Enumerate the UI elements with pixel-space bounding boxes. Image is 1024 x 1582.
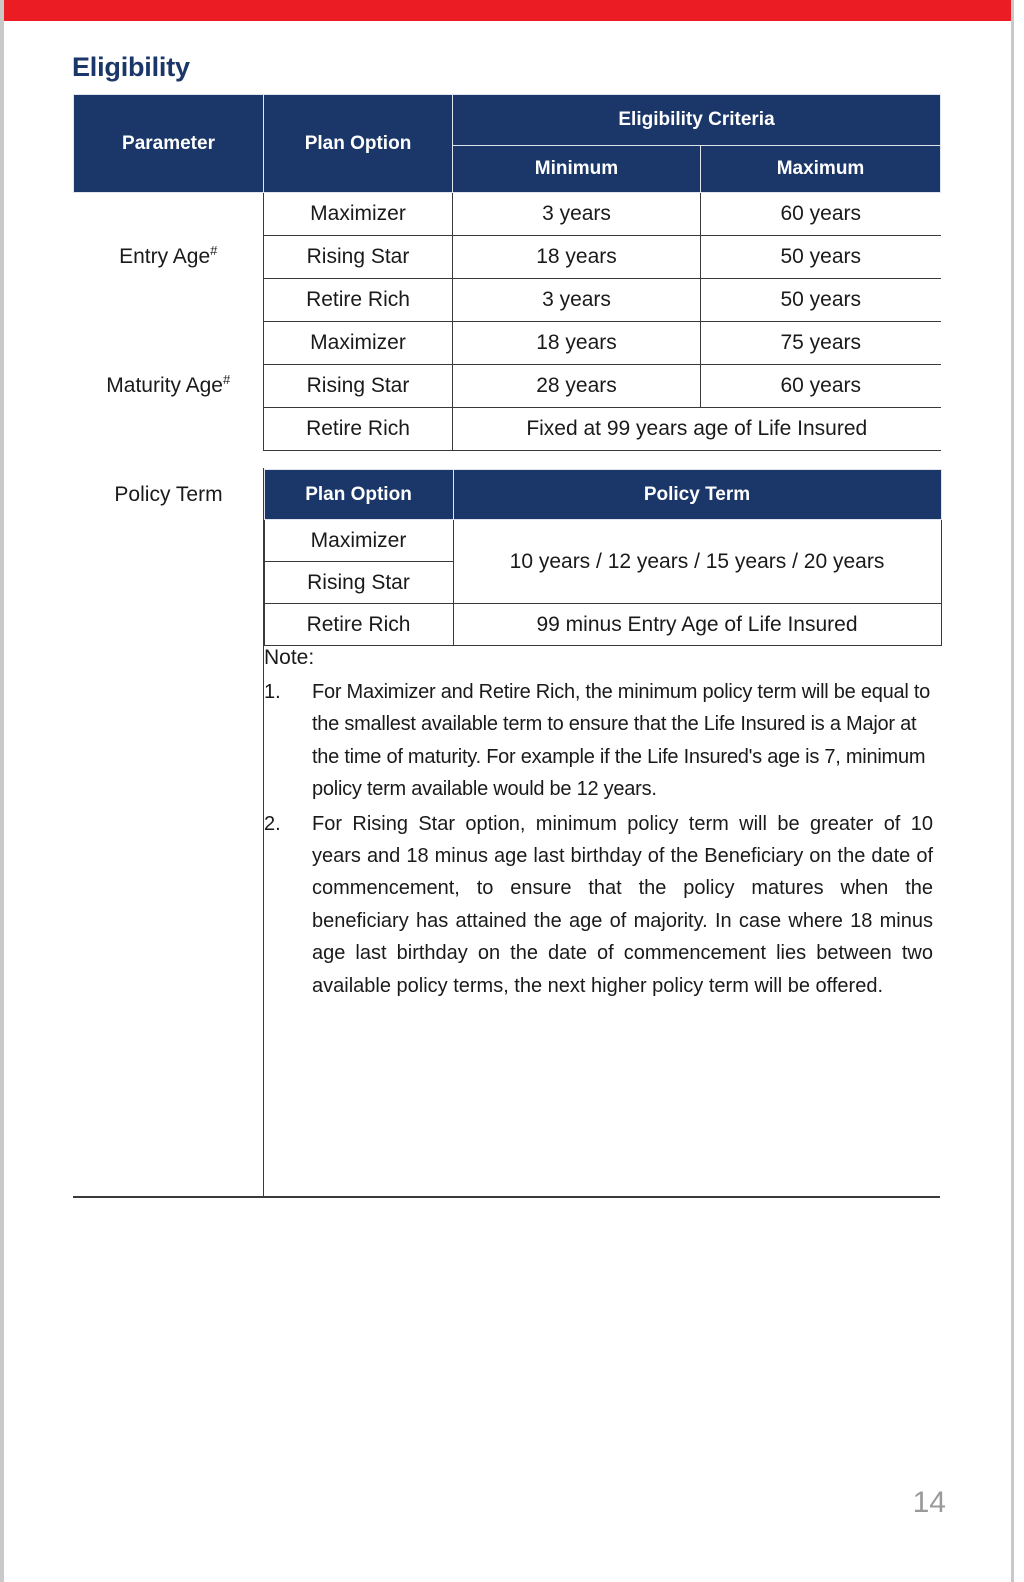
note-list — [264, 676, 941, 1002]
cell-max: 50 years — [701, 279, 941, 322]
note-text: For Rising Star option, minimum policy term will be greater of 10 years and 18 minus age last birthday of the Beneficiary on the date of commencement, to ensure that the policy matures when the beneficiary has attained the age of majority. In case where 18 minus age last birthday on the date of commencement lies between two available policy terms, the next higher policy term will be offered. — [312, 812, 933, 997]
eligibility-table — [73, 94, 941, 1004]
table-row — [264, 604, 941, 646]
note-block — [264, 646, 941, 1004]
note-item — [264, 676, 941, 806]
cell-plan: Retire Rich — [264, 604, 453, 646]
param-entry-age — [74, 193, 264, 322]
page-number: 14 — [912, 1486, 946, 1519]
pt-header-plan-option: Plan Option — [264, 470, 453, 520]
note-item — [264, 808, 941, 1002]
note-text: For Maximizer and Retire Rich, the minimum policy term will be equal to the smallest available term to ensure that the Life Insured is a Major at the time of maturity. For example if the Life Insured's age is 7, minimum policy term available would be 12 years. — [312, 681, 931, 801]
table-header-row — [74, 95, 941, 146]
separator-left — [74, 451, 264, 470]
param-maturity-age-superscript: # — [223, 372, 231, 387]
table-row — [74, 193, 941, 236]
param-entry-age-superscript: # — [210, 243, 218, 259]
pt-header-policy-term: Policy Term — [453, 470, 941, 520]
header-minimum: Minimum — [453, 146, 701, 193]
policy-term-row — [74, 469, 941, 1004]
cell-max: 50 years — [701, 236, 941, 279]
cell-plan: Retire Rich — [264, 279, 453, 322]
header-maximum: Maximum — [701, 146, 941, 193]
cell-plan: Rising Star — [264, 236, 453, 279]
block-separator — [74, 451, 941, 470]
param-entry-age-label: Entry Age — [119, 245, 211, 269]
cell-plan: Maximizer — [264, 193, 453, 236]
cell-min: 28 years — [453, 365, 701, 408]
cell-plan: Rising Star — [264, 365, 453, 408]
policy-term-block — [264, 469, 941, 1004]
table-row — [74, 322, 941, 365]
note-label: Note: — [264, 646, 315, 669]
cell-span-value: Fixed at 99 years age of Life Insured — [453, 408, 941, 451]
cell-min: 3 years — [453, 279, 701, 322]
cell-merged-term: 10 years / 12 years / 15 years / 20 years — [453, 520, 941, 604]
param-policy-term: Policy Term — [114, 483, 223, 506]
note-number: 1. — [264, 681, 281, 703]
cell-min: 18 years — [453, 322, 701, 365]
page-edge-left — [0, 0, 4, 1582]
header-eligibility-criteria: Eligibility Criteria — [453, 95, 941, 146]
cell-plan: Rising Star — [264, 562, 453, 604]
param-maturity-age-label: Maturity Age — [106, 374, 223, 397]
note-number: 2. — [264, 812, 281, 835]
table-row — [264, 520, 941, 562]
header-parameter: Parameter — [74, 95, 264, 193]
cell-min: 18 years — [453, 236, 701, 279]
cell-plan: Maximizer — [264, 322, 453, 365]
top-accent-bar — [4, 0, 1011, 21]
cell-max: 60 years — [701, 365, 941, 408]
cell-plan: Maximizer — [264, 520, 453, 562]
policy-term-header-row — [264, 470, 941, 520]
table-bottom-rule — [73, 1196, 940, 1198]
header-plan-option: Plan Option — [264, 95, 453, 193]
cell-plan: Retire Rich — [264, 408, 453, 451]
cell-max: 75 years — [701, 322, 941, 365]
separator-rule — [264, 451, 941, 470]
cell-min: 3 years — [453, 193, 701, 236]
page-title: Eligibility — [72, 52, 190, 82]
policy-term-vertical-divider — [263, 468, 264, 1197]
note-row — [264, 646, 941, 1004]
cell-max: 60 years — [701, 193, 941, 236]
param-maturity-age — [74, 322, 264, 451]
policy-term-table — [264, 469, 942, 1004]
page-margin-right — [1014, 0, 1024, 1582]
cell-term-value: 99 minus Entry Age of Life Insured — [453, 604, 941, 646]
